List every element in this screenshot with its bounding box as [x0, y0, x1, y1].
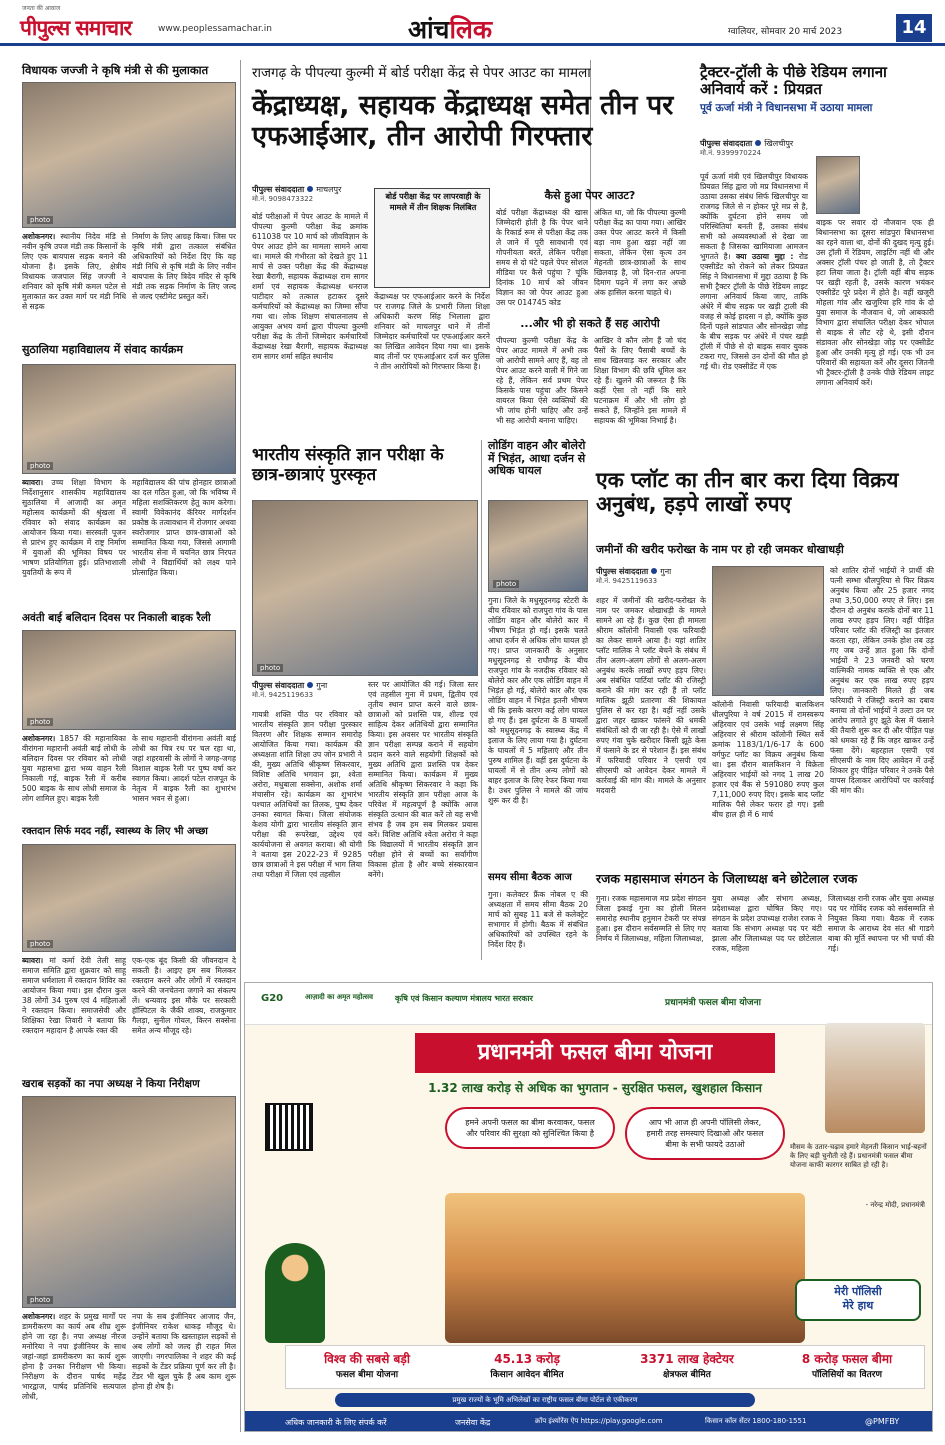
stat-item — [612, 1350, 762, 1380]
dateline: ब्यावरा। — [22, 478, 44, 487]
footer-handle[interactable]: @PMFBY — [865, 1417, 900, 1426]
collision-headline[interactable]: लोडिंग वाहन और बोलेरो में भिड़ंत, आधा दर्जन से अधिक घायल — [488, 439, 586, 478]
stat-value: 8 करोड़ फसल बीमा — [801, 1352, 893, 1366]
body-college-b: महाविद्यालय की पांच होनहार छात्राओं का दल गठित हुआ, जो कि भविष्य में महिला सशक्तिकरण हेतु काम करेगा। स्वामी विवेकानंद कॅरियर मार्गदर्शन प्रकोष्ठ के तत्वावधान में रोजगार अथवा स्वरोजगार प्राप्त छात्र-छात्राओं को सम्मानित किया गया, जिससे आगामी भारतीय सेना में चयनित छात्र निरपत लोधी ने विद्यार्थियों को लक्ष्य पाने प्रोत्साहित किया। — [132, 478, 236, 578]
body-meet-a — [22, 232, 126, 344]
footer-contact: अधिक जानकारी के लिए संपर्क करें — [285, 1418, 387, 1427]
stat-value: 45.13 करोड़ — [494, 1352, 560, 1366]
photo-rally — [22, 630, 236, 730]
culture-body-b: स्तर पर आयोजित की गई। जिला स्तर एवं तहसील गुना में प्रथम, द्वितीय एवं तृतीय स्थान प्राप्त करने वाले छात्र-छात्राओं को प्रशस्ति पत्र, शील्ड एवं साहित्य देकर अतिथियों द्वारा सम्मानित किया। इस अवसर पर भारतीय संस्कृति ज्ञान परीक्षा सम्पन्न कराने में सहयोग प्रदान करने वाले सहयोगी शिक्षकों को मुख्य अतिथि द्वारा प्रशस्ति पत्र देकर सम्मानित किया। कार्यक्रम में मुख्य अतिथि श्रीकृष्ण सिकरवार ने कहा कि भारतीय संस्कृति ज्ञान परीक्षा आज के परिवेश में महत्वपूर्ण है क्योंकि आज संस्कृति उत्थान की बात करें तो यह सभी संभव है जब हम सब मिलकर प्रयास करें। विशिष्ट अतिथि श्वेता अरोरा ने कहा कि विद्यालयों में भारतीय संस्कृति ज्ञान परीक्षा होने से बच्चों का सर्वांगीण विकास होता है और बच्चे संस्कारवान बनेंगे। — [368, 680, 478, 880]
farmers-photo — [445, 1193, 805, 1343]
meeting-headline[interactable]: समय सीमा बैठक आज — [488, 872, 572, 883]
raja-headline[interactable]: रजक महासमाज संगठन के जिलाध्यक्ष बने छोटेलाल रजक — [596, 871, 858, 886]
headline-college[interactable]: सुठालिया महाविद्यालय में संवाद कार्यक्रम — [22, 343, 183, 356]
byline-place: गुना — [316, 681, 328, 690]
photo-college — [22, 364, 236, 474]
masthead — [0, 0, 945, 46]
section-name-main: आंच — [408, 15, 450, 44]
more-body-b: आखिर वे कौन लोग हैं जो चंद पैसों के लिए पैसाबी बच्चों के साथ खिलवाड़ कर सरकार और शिक्षा विभाग की छवि धूमिल कर रहे हैं। खुलने की जरूरत है कि कहीं ऐसा तो नहीं कि सारे घटनाक्रम में और भी लोग हो सकते हैं, जिन्होंने इस मामले में सहायक की भूमिका निभाई है। — [594, 336, 686, 426]
photo-label: photo — [27, 940, 53, 948]
photo-meet — [22, 82, 236, 228]
ad-logo-strip — [245, 983, 932, 1025]
section-name — [408, 12, 492, 46]
speech-bubble-right: आप भी आज ही अपनी पॉलिसी लेकर, हमारी तरह समस्याएं दिखाओ और फसल बीमा के सभी फायदे उठाओ — [625, 1107, 785, 1160]
photo-blood — [22, 844, 236, 952]
more-body-a: पीपल्या कुल्मी परीक्षा केंद्र के पेपर आउट मामले में अभी तक जो आरोपी सामने आए हैं, वह तो पेपर आउट करने वाली में गिने जा रहे हैं, लेकिन सर्व प्रथम पेपर किसके पास पहुंचा और किसने वायरल किया ऐसे व्यक्तियों की भी जांच होनी चाहिए और उन्हें भी सह आरोपी बनाना चाहिए। — [496, 336, 588, 426]
policy-line-2: मेरे हाथ — [842, 1298, 874, 1312]
photo-label: photo — [27, 216, 53, 224]
dateline: अशोकनगर। — [22, 1312, 56, 1321]
raja-body-c: जिलाध्यक्ष रानी रजक और युवा अध्यक्ष पद पर गोविंद रजक को सर्वसम्मति से नियुक्त किया गया। बैठक में रजक समाज के आराध्य देव संत श्री गाडगे बाबा की मूर्ति स्थापना पर भी चर्चा की गई। — [828, 894, 934, 954]
how-title: कैसे हुआ पेपर आउट? — [544, 189, 636, 202]
column-rule — [240, 60, 241, 1432]
footer-csc[interactable]: जनसेवा केंद्र — [455, 1418, 491, 1427]
body-text: स्थानीय निदेव मंडि से नवीन कृषि उपज मंडी तक किसानों के लिए एक बायपास सड़क बनाने की योजना है। इसके लिए, क्षेत्रीय विधायक जजपाल सिंह जज्जी ने शनिवार को कृषि मंत्री कमल पटेल से मुलाकात कर उक्त मार्ग पर मंडी निधि से सड़क — [22, 232, 126, 312]
byline-phone: मो.नं. 9425119633 — [252, 691, 314, 699]
culture-headline[interactable]: भारतीय संस्कृति ज्ञान परीक्षा के छात्र-छात्राएं पुरस्कृत — [252, 445, 444, 485]
lead-kicker: राजगढ़ के पीपल्या कुल्मी में बोर्ड परीक्षा केंद्र से पेपर आउट का मामला — [252, 65, 591, 81]
ministry-logo: कृषि एवं किसान कल्याण मंत्रालय भारत सरकार — [395, 994, 533, 1003]
paper-name: पीपुल्स समाचार — [20, 16, 132, 40]
more-title: ...और भी हो सकते हैं सह आरोपी — [520, 317, 660, 330]
column-rule — [481, 440, 482, 960]
crop-insurance-ad[interactable] — [244, 982, 933, 1432]
body-college-a — [22, 478, 126, 612]
body-text: मां कर्मा देवी तेली साहू समाज समिति द्वारा शुक्रवार को साहू समाज धर्मशाला में रक्तदान शिविर का आयोजन किया गया। इस दौरान कुल 38 लोगों 34 पुरुष एवं 4 महिलाओं ने रक्तदान किया। समाजसेवी और शिक्षिका रेखा तिवारी ने बताया कि रक्तदान महादान है आपके रक्त की — [22, 956, 126, 1036]
lead-byline — [252, 184, 368, 204]
footer-app[interactable]: क्रॉप इंश्योरेंस ऐप https://play.google.com — [535, 1417, 663, 1425]
photo-culture — [252, 500, 478, 676]
raja-body-b: युवा अध्यक्ष और संभाग अध्यक्ष, प्रदेशाध्यक्ष द्वारा घोषित किए गए। संगठन के प्रदेश उपाध्यक्ष राजेश रजक ने बताया कि संभाग अध्यक्ष पद पर बंटी झाला और जिलाध्यक्ष पद पर छोटेलाल रजक, महिला — [712, 894, 822, 954]
ad-subtitle: 1.32 लाख करोड़ से अधिक का भुगतान - सुरक्षित फसल, खुशहाल किसान — [428, 1081, 762, 1095]
body-blood-a — [22, 956, 126, 1074]
speech-bubble-left: हमने अपनी फसल का बीमा करवाकर, फसल और परिवार की सुरक्षा को सुनिश्चित किया है — [445, 1107, 615, 1149]
collision-body: गुना। जिले के मधुसूदनगढ़ स्टेटरी के बीच रविवार को राजपुरा गांव के पास लोडिंग वाहन और बोलेरो कार में भीषण भिड़ंत हो गई। इसके चलते आधा दर्जन से अधिक लोग घायल हो गए। प्राप्त जानकारी के अनुसार मधुसूदनगढ़ से राघौगढ़ के बीच राजपुरा गांव के नजदीक रविवार को बोलेरो कार और एक लोडिंग वाहन में भिड़ंत हो गई, बोलेरो कार और एक लोडिंग वाहन में भिड़ंत इतनी भीषण थी कि इसके कारण कई लोग घायल हो गए हैं। इस दुर्घटना के 8 घायलों को मधुसूदनगढ़ के स्वास्थ्य केंद्र में इलाज के लिए लाया गया है। दुर्घटना के घायलों में 5 महिलाएं और तीन पुरुष शामिल हैं। वहीं इस दुर्घटना के घायलों में से तीन अन्य लोगों को बाहर इलाज के लिए रेफर किया गया है। उधर पुलिस ने मामले की जांच शुरू कर दी है। — [488, 596, 588, 806]
body-text: रोड एक्सीडेंट को रोकने को लेकर प्रियव्रत सिंह ने विधानसभा में मुद्दा उठाया है कि सभी ट्रैक्टर ट्रॉली के पीछे रेडियम लाइट लगाना अनिवार्य किया जाए, ताकि अंधेरे में बीच सड़क पर खड़ी ट्राली की वजह से कोई हादसा न हो, क्योंकि कुछ दिनों पहले सांडपात और सोनखेड़ा जोड़ के बीच सड़क पर अंधेरे में पंचर खड़ी ट्रॉली में पीछे से दो बाइक सवार युवक टकरा गए, जिससे उन दोनों की मौत हो गई थी। रोड एक्सीडेंट में एक — [700, 252, 808, 372]
body-rally-b: के साथ महारानी वीरांगना अवंती बाई लोधी का चित्र रथ पर चल रहा था, जहां शहरवासी के लोगों ने जगह-जगह विशाल बाइक रैली पर पुष्प वर्षा कर स्वागत किया। आदर्श पटेल राजपूत के नेतृत्व में बाइक रैली का शुभारंभ भासन भवन से हुआ। — [132, 734, 236, 804]
issue-label: क्या उठाया मुद्दा : — [736, 252, 794, 262]
paper-tagline: जनता की आवाज — [22, 5, 61, 12]
photo-roads — [22, 1096, 236, 1308]
plot-body-b: कॉलोनी निवासी फरियादी बालकिशन धीलपुरिया ने वर्ष 2015 में रामस्वरूप अहिरवार एवं उसके भाई लक्ष्मण सिंह अहिरवार से श्रीराम कॉलोनी स्थित सर्वे क्रमांक 1183/1/1/6-17 के 600 वर्गफुट प्लॉट का विक्रय अनुबंध किया था। इस दौरान बालकिशन ने विक्रेता अहिरवार भाईयों को नगद 1 लाख 20 हजार एवं बैंक से 591080 रुपए कुल 7,11,000 रुपए दिए। इसके बाद प्लॉट मालिक पैसे लेकर फरार हो गए। इसी बीच हाल ही में 6 मार्च — [712, 700, 824, 820]
byline-place: गुना — [660, 567, 672, 576]
byline-phone: मो.नं. 9098473322 — [252, 195, 314, 203]
stat-item — [772, 1350, 922, 1380]
plot-body-c: को शातिर दोनों भाईयों ने प्रार्थी की पत्नी सम्भा धौलपुरिया से फिर विक्रय अनुबंध किया और 25 हजार नगद तथा 3,50,000 रुपए ले लिए। इस दौरान दो अनुबंध कराके दोनों बार 11 लाख रुपए हड़प लिए। वहीं पीड़ित परिवार प्लॉट की रजिस्ट्री का इंतजार करता रहा, लेकिन उनके होश तब उड़ गए जब उन्हें ज्ञात हुआ कि दोनों भाईयों ने 23 जनवरी को चरण वाल्मिकी नामक व्यक्ति से एक और अनुबंध कर एक लाख रुपए हड़प लिए। जानकारी मिलते ही जब फरियादी ने रजिस्ट्री कराने का दबाव बनाया तो दोनों भाईयों ने उल्टा उन पर आरोप लगाते हुए झूठे केस में फंसाने की तैयारी शुरू कर दी और पीड़ित पक्ष को धमका रहे हैं कि जहर खाकर उन्हें फंसा देंगे। बहरहाल एसपी एवं सीएसपी के नाम दिए आवेदन में उन्हें शिकार हुए पीड़ित परिवार ने उनके पैसे वापस दिलाकर आरोपियों पर कार्रवाई की मांग की। — [830, 566, 934, 796]
byline-name: पीपुल्स संवाददाता — [700, 139, 753, 148]
culture-body-a: गायत्री शक्ति पीठ पर रविवार को भारतीय संस्कृति ज्ञान परीक्षा पुरस्कार वितरण और शिक्षक सम्मान समारोह आयोजित किया गया। कार्यक्रम की अध्यक्षता शांति शिक्षा उप जोन प्रभारी ने की, मुख्य अतिथि श्रीकृष्ण सिकरवार, विशिष्ट अतिथि भगवान झा, श्वेता अरोरा, मधुबाला सक्सेना, अशोक शर्मा मंचासीन रहे। कार्यक्रम का शुभारंभ पश्चात अतिथियों का तिलक, पुष्प देकर उनका स्वागत किया। जिला संयोजक केशव योगी द्वारा भारतीय संस्कृति ज्ञान परीक्षा की रूपरेखा, उद्देश्य एवं कार्ययोजना से अवगत कराया। श्री योगी ने बताया इस 2022-23 में 9285 छात्र छात्राओं ने इस परीक्षा में भाग लिया तथा परीक्षा में जिला एवं तहसील — [252, 710, 362, 880]
headline-roads[interactable]: खराब सड़कों का नपा अध्यक्ष ने किया निरीक्षण — [22, 1078, 200, 1090]
culture-byline — [252, 680, 362, 700]
lead-headline[interactable]: केंद्राध्यक्ष, सहायक केंद्राध्यक्ष समेत तीन पर एफआईआर, तीन आरोपी गिरफ्तार — [252, 90, 674, 153]
stat-value: विश्व की सबसे बड़ी — [324, 1352, 410, 1366]
photo-label: photo — [27, 462, 53, 470]
lead-body-b: केंद्राध्यक्ष पर एफआईआर करने के निर्देश पर राजगढ़ जिले के प्रभारी जिला शिक्षा अधिकारी करण सिंह भिलाला द्वारा शनिवार को माचलपुर थाने में तीनों जिम्मेदार कर्मचारियों पर एफआईआर करने का लिखित आवेदन दिया गया था। इसके बाद तीनों पर एफआईआर दर्ज कर पुलिस ने तीन आरोपियों को गिरफ्तार किया है। — [374, 292, 490, 372]
ad-stats-bar — [285, 1345, 925, 1389]
dateline: ब्यावरा। — [22, 956, 44, 965]
plot-subhead: जमीनों की खरीद फरोख्त के नाम पर हो रही जमकर धोखाधड़ी — [596, 543, 844, 556]
photo-priyavrat — [816, 156, 860, 214]
pm-photo — [825, 1023, 925, 1133]
byline-phone: मो.नं. 9399970224 — [700, 149, 762, 157]
stat-label: किसान आवेदन बीमित — [490, 1370, 564, 1380]
bullet-icon — [307, 682, 313, 688]
amrit-logo: आज़ादी का अमृत महोत्सव — [305, 993, 374, 1001]
tractor-byline — [700, 138, 808, 158]
body-roads-b: नपा के सब इंजीनियर आजाद जैन, इंजीनियर राकेश धाकड़ मौजूद थे। उन्होंने बताया कि खस्ताहाल सड़कों से अब लोगों को जल्द ही राहत मिल जाएगी। नगरपालिका ने शहर की कई सड़कों के टेंडर प्रक्रिया पूर्ण कर ली है। टेंडर भी खुल चुके हैं अब काम शुरू होना ही शेष है। — [132, 1312, 236, 1392]
section-name-accent: लिक — [449, 15, 493, 44]
stat-item — [452, 1350, 602, 1380]
page-number: 14 — [896, 14, 932, 42]
body-text: 1857 की महानायिका वीरांगना महारानी अवंती बाई लोधी के बलिदान दिवस पर रविवार को लोधी युवा महासभा द्वारा भव्य वाहन रैली निकाली गई, बाइक रैली में करीब 500 बाइक के साथ लोधी समाज के लोग शामिल हुए। बाइक रैली — [22, 734, 126, 804]
tractor-body-a — [700, 172, 808, 434]
byline-place: खिलचीपुर — [764, 139, 794, 148]
headline-meet[interactable]: विधायक जज्जी ने कृषि मंत्री से की मुलाकात — [22, 63, 209, 77]
photo-label: photo — [257, 664, 283, 672]
portal-note: प्रमुख राज्यों के भूमि अभिलेखों का राष्ट्रीय फसल बीमा पोर्टल से एकीकरण — [335, 1393, 755, 1407]
headline-blood[interactable]: रक्तदान सिर्फ मदद नहीं, स्वास्थ्य के लिए भी अच्छा — [22, 826, 208, 837]
bullet-icon — [307, 186, 313, 192]
g20-logo: G20 — [261, 993, 284, 1004]
box-title: बोर्ड परीक्षा केंद्र पर लापरवाही के मामले में तीन शिक्षक निलंबित — [385, 192, 481, 212]
body-text: पूर्व ऊर्जा मंत्री एवं खिलचीपुर विधायक प्रियव्रत सिंह द्वारा जो मप्र विधानसभा में उठाया उसका संबंध सिर्फ खिलचीपुर या राजगढ़ जिले से न होकर पूरे मप्र से है, क्योंकि दुर्घटना होने समय जो परिस्थितियां बनती हैं, उसका संबंध सभी को अव्यवस्थाओं से देखा जा सकता है जिसका खामियाजा आमजन भुगतते है। — [700, 172, 808, 262]
bullet-icon — [755, 140, 761, 146]
raja-body-a: गुना। रजक महासमाज मप्र प्रदेश संगठन जिला इकाई गुना का होली मिलन समारोह स्थानीय हनुमान टेकरी पर संपन्न हुआ। इस दौरान सर्वसम्मति से लिए गए निर्णय में जिलाध्यक्ष, महिला जिलाध्यक्ष, — [596, 894, 706, 944]
stat-item — [292, 1350, 442, 1380]
lead-suspension-box — [374, 188, 490, 288]
lead-body-a: बोर्ड परीक्षाओं में पेपर आउट के मामले में पीपल्या कुल्मी परीक्षा केंद्र क्रमांक 611038 पर 10 मार्च को जीवविज्ञान के पेपर आउट होने का मामला सामने आया था। मामले की गंभीरता को देखते हुए 11 मार्च से उक्त परीक्षा केंद्र की केंद्राध्यक्ष रेखा बैरागी, सहायक केंद्राध्यक्ष राम सागर शर्मा एवं सहायक केंद्राध्यक्ष धनराज पाटीदार को तत्काल हटाकर दूसरे कर्मचारियों को केंद्राध्यक्ष का जिम्मा सौंपा गया था। लोक शिक्षण संचालनालय से आयुक्त अभय वर्मा द्वारा पीपल्या कुल्मी परीक्षा केंद्र के तीनों जिम्मेदार कर्मचारियों केंद्राध्यक्ष रेखा बैरागी, सहायक केंद्राध्यक्ष राम सागर शर्मा सहित स्थानीय — [252, 212, 368, 362]
farmer-mascot-icon — [265, 1243, 325, 1343]
byline-phone: मो.नं. 9425119633 — [596, 577, 658, 585]
paper-url[interactable]: www.peoplessamachar.in — [158, 24, 272, 34]
headline-rally[interactable]: अवंती बाई बलिदान दिवस पर निकाली बाइक रैली — [22, 612, 211, 624]
pm-quote: मौसम के उतार-चढ़ाव हमारे मेहनती किसान भाई-बहनों के लिए बड़ी चुनौती रहे हैं। प्रधानमंत्री फसल बीमा योजना काफी कारगर साबित हो रही है। — [790, 1143, 927, 1170]
photo-label: photo — [27, 1296, 53, 1304]
stat-label: क्षेत्रफल बीमित — [663, 1370, 711, 1380]
meeting-body: गुना। कलेक्टर फ्रैंक नोबल ए की अध्यक्षता में समय सीमा बैठक 20 मार्च को सुबह 11 बजे से कलेक्ट्रेट सभागार में होगी। बैठक में संबंधित अधिकारियों को उपस्थित रहने के निर्देश दिए हैं। — [488, 890, 588, 950]
body-text: शहर के प्रमुख मार्गों पर डामरीकरण का कार्य अब शीघ्र शुरू होने जा रहा है। नपा अध्यक्ष नीरज मनोरिया ने नपा इंजीनियर के साथ जहां-जहां डामरीकरण का कार्य शुरू होना है उनका निरीक्षण भी किया। निरीक्षण के दौरान पार्षद महेंद्र भारद्वाज, पार्षद प्रतिनिधि सत्यपाल लोधी, — [22, 1312, 126, 1402]
tractor-headline[interactable]: ट्रैक्टर-ट्रॉली के पीछे रेडियम लगाना अनिवार्य करें : प्रियव्रत — [700, 63, 887, 99]
bullet-icon — [651, 568, 657, 574]
ad-title: प्रधानमंत्री फसल बीमा योजना — [415, 1033, 775, 1073]
how-body-b: अंकित था, जो कि पीपल्या कुल्मी परीक्षा केंद्र का पाया गया। आखिर उक्त पेपर आउट करने में किसी बड़ा नाम हुआ खड़ा नहीं जा सकता, लेकिन ऐसा कृत्य उन मेहनती छात्र-छात्राओं के साथ खिलवाड़ है, जो दिन-रात अपना दिमाग पढ़ने में लगा कर अच्छे अंक हासिल करना चाहते थे। — [594, 208, 686, 298]
stat-label: पॉलिसियों का वितरण — [811, 1370, 882, 1380]
plot-byline — [596, 566, 706, 586]
pm-name: - नरेन्द्र मोदी, प्रधानमंत्री — [865, 1201, 925, 1209]
byline-name: पीपुल्स संवाददाता — [596, 567, 649, 576]
byline-name: पीपुल्स संवाददाता — [252, 681, 305, 690]
footer-helpline[interactable]: किसान कॉल सेंटर 1800-180-1551 — [705, 1417, 807, 1425]
body-text: शहर में जमीनों की खरीद-फरोख्त के नाम पर जमकर धोखाधड़ी के मामले सामने आ रहे हैं। कुछ ऐसा ही मामला श्रीराम कॉलोनी निवासी एक फरियादी का लेकर सामने आया है। यहां शातिर प्लॉट मालिक ने प्लॉट बेचने के संबंध में तीन अलग-अलग लोगों से अलग-अलग अनुबंध करके लाखों रुपए हड़प लिए। अब संबंधित पार्टियां प्लॉट की रजिस्ट्री कराने की मांग कर रही हैं तो प्लॉट मालिक झूठी प्रतारणा की शिकायत पुलिस से कर रहा है। वहीं नहीं उसके द्वारा जहर खाकर फांसने की धमकी संबंधितों को दी जा रही है। ऐसे में लाखों रुपए गंवा चुके खरीदार किसी झूठे केस में फंसाने के डर से परेशान हैं। इस संबंध में फरियादी परिवार ने एसपी एवं सीएसपी को आवेदन देकर मामले में कार्रवाई की मांग की। — [596, 596, 706, 786]
tractor-body-c: बाइक पर सवार दो नौजवान एक ही बिधानसभा का दूसरा सांडपुरा बिधानसभा का रहने वाला था, दोनों की दुखद मृत्यु हुई। उस ट्रॉली में रेडियम, लाइटिंग नहीं थी और अक्सर ट्रॉली पंचर हो जाती है, तो ट्रैक्टर हटा लिया जाता है। ट्रॉली वहीं बीच सड़क पर खड़ी रहती है, उसके कारण भयंकर एक्सीडेंट पूरे प्रदेश में होते है। वहीं खजूरी मोहला गांव और खजुरिया हरि गांव के दो युवा समाज के नौजवान थे, जो आबकारी विभाग द्वारा संचालित परीक्षा देकर भोपाल से बाइक से लौट रहे थे, इसी दौरान संडावता और सोनखेड़ा जोड़ पर एक्सीडेंट हुआ और उनकी मृत्यु हो गई। एक भी उन परिवारों की सहायता करें और दूसरा जितनी भी ट्रैक्टर-ट्रॉली है उनके पीछे रेडियम लाइट लगाना अनिवार्य करें। — [816, 218, 934, 388]
scheme-name: प्रधानमंत्री फसल बीमा योजना — [665, 998, 761, 1008]
byline-name: पीपुल्स संवाददाता — [252, 185, 305, 194]
body-rally-a — [22, 734, 126, 824]
stat-label: फसल बीमा योजना — [335, 1370, 399, 1380]
how-body-a: बोर्ड परीक्षा केंद्राध्यक्ष की खास जिम्मेदारी होती है कि पेपर थाने के रिकार्ड रूम से परीक्षा केंद्र तक ले जाने में पूरी सावधानी एवं गोपनीयता बरतें, लेकिन परीक्षा समय से दो घंटे पहले पेपर सोशल मीडिया पर कैसे पहुंचा ? चूंकि दिनांक 10 मार्च को जीवन विज्ञान का जो पेपर आउट हुआ उस पर 014745 कोड — [496, 208, 588, 308]
qr-code-icon[interactable] — [265, 1103, 313, 1151]
plot-body-a — [596, 596, 706, 864]
policy-line-1: मेरी पॉलिसी — [834, 1285, 882, 1298]
byline-place: माचलपुर — [316, 185, 342, 194]
body-text: उच्च शिक्षा विभाग के निर्देशानुसार शासकीय महाविद्यालय सुठालिया में आजादी का अमृत महोत्सव कार्यक्रमों की श्रृंखला में रविवार को संवाद कार्यक्रम का आयोजन किया गया। सरस्वती पूजन से प्रारंभ हुए कार्यक्रम में राष्ट्र निर्माण में युवाओं की भूमिका विषय पर भाषण प्रतियोगिता हुई। प्रतिभाशाली युवतियों के रूप में — [22, 478, 126, 578]
photo-collision — [488, 500, 588, 592]
body-blood-b: एक-एक बूंद किसी की जीवनदान दे सकती है। आइए हम सब मिलकर रक्तदान करने और लोगों में रक्तदान करने की जनचेतना जगाने का संकल्प लें। धन्यवाद इस मौके पर सरकारी हॉस्पिटल के जैकी शाक्य, राजकुमार गैलड़ा, सुनील गोयल, किरन सक्सेना समेत अन्य मौजूद रहे। — [132, 956, 236, 1036]
body-meet-b: निर्माण के लिए आग्रह किया। जिस पर कृषि मंत्री द्वारा तत्काल संबंधित अधिकारियों को निर्देश दिए कि वह मंडी निधि से कृषि मंडी के लिए नवीन बायपास के लिए त्रिदेव मंदिर से कृषि मंडी तक सड़क निर्माण के लिए जल्द से जल्द एस्टीमेट प्रस्तुत करें। — [132, 232, 236, 302]
plot-headline[interactable]: एक प्लॉट का तीन बार करा दिया विक्रय अनुबंध, हड़पे लाखों रुपए — [596, 468, 899, 517]
issue-date: ग्वालियर, सोमवार 20 मार्च 2023 — [728, 27, 843, 37]
photo-complainant — [712, 566, 824, 696]
policy-badge — [795, 1279, 921, 1321]
photo-label: photo — [493, 580, 519, 588]
photo-label: photo — [27, 718, 53, 726]
body-roads-a — [22, 1312, 126, 1430]
dateline: अशोकनगर। — [22, 734, 56, 743]
stat-value: 3371 लाख हेक्टेयर — [640, 1352, 734, 1366]
tractor-subhead: पूर्व ऊर्जा मंत्री ने विधानसभा में उठाया मामला — [700, 102, 873, 114]
body-text: मामले के अनुसार मदवारी — [596, 776, 706, 796]
dateline: अशोकनगर। — [22, 232, 56, 241]
ad-footer — [245, 1411, 932, 1432]
